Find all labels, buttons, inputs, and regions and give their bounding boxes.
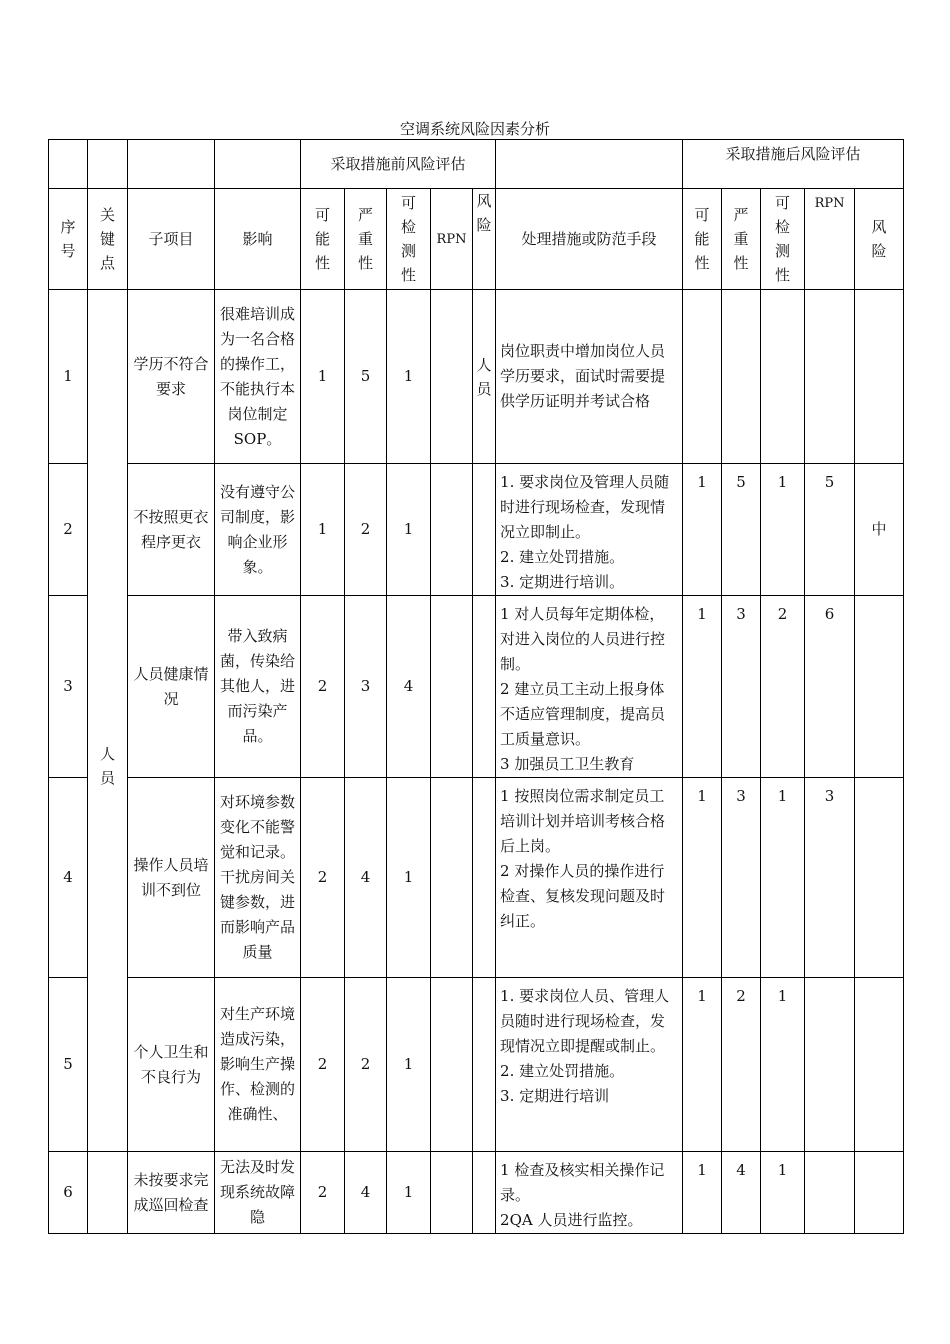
possibility-cell: 2 [301, 1152, 345, 1234]
after-risk-cell [855, 290, 904, 464]
rpn-cell [431, 464, 473, 596]
after-risk-cell [855, 1152, 904, 1234]
measures-cell [496, 596, 683, 778]
after-possibility-cell: 1 [683, 596, 722, 778]
row-no: 2 [49, 464, 88, 596]
group-header-row [49, 140, 904, 189]
measure-line: 2. 建立处罚措施。 [500, 548, 625, 566]
measure-line: 2QA 人员进行监控。 [500, 1211, 643, 1229]
header-key-point: 关键点 [100, 206, 116, 272]
after-possibility-cell: 1 [683, 1152, 722, 1234]
measure-line: 1 检查及核实相关操作记录。 [500, 1161, 665, 1204]
sub-item-cell: 学历不符合要求 [128, 290, 215, 464]
measure-line: 3 加强员工卫生教育 [500, 755, 635, 773]
severity-cell: 3 [345, 596, 387, 778]
after-detectability-cell: 1 [761, 1152, 805, 1234]
after-detectability-cell: 1 [761, 778, 805, 978]
table-row [49, 290, 904, 464]
impact-cell: 无法及时发现系统故障隐 [215, 1152, 301, 1234]
header-after-rpn: RPN [805, 189, 855, 290]
after-severity-cell: 3 [722, 596, 761, 778]
table-row [49, 596, 904, 778]
measure-line: 1 按照岗位需求制定员工培训计划并培训考核合格后上岗。 [500, 787, 666, 855]
key-point-empty [88, 1152, 128, 1234]
severity-cell: 2 [345, 464, 387, 596]
header-no: 序号 [60, 218, 76, 260]
table-row [49, 464, 904, 596]
sub-item-cell: 操作人员培训不到位 [128, 778, 215, 978]
sub-item-cell: 不按照更衣程序更衣 [128, 464, 215, 596]
detectability-cell: 1 [387, 978, 431, 1152]
header-detectability: 可检测性 [401, 194, 417, 284]
table-row [49, 978, 904, 1152]
header-risk: 风险 [476, 192, 492, 234]
possibility-cell: 2 [301, 978, 345, 1152]
measure-line: 2. 建立处罚措施。 [500, 1062, 625, 1080]
detectability-cell: 4 [387, 596, 431, 778]
after-rpn-cell [805, 290, 855, 464]
table-row [49, 1152, 904, 1234]
after-rpn-cell [805, 1152, 855, 1234]
after-detectability-cell [761, 290, 805, 464]
detectability-cell: 1 [387, 290, 431, 464]
detectability-cell: 1 [387, 1152, 431, 1234]
after-risk-cell [855, 978, 904, 1152]
impact-cell: 没有遵守公司制度，影响企业形象。 [215, 464, 301, 596]
after-detectability-cell: 2 [761, 596, 805, 778]
measures-cell [496, 464, 683, 596]
measures-cell [496, 778, 683, 978]
after-severity-cell: 3 [722, 778, 761, 978]
impact-cell: 对生产环境造成污染，影响生产操作、检测的准确性、 [215, 978, 301, 1152]
after-severity-cell: 2 [722, 978, 761, 1152]
measure-line: 1 对人员每年定期体检，对进入岗位的人员进行控制。 [500, 605, 666, 673]
header-after-risk: 风险 [871, 218, 887, 260]
measure-line: 2 建立员工主动上报身体不适应管理制度，提高员工质量意识。 [500, 680, 666, 748]
sub-item-cell: 个人卫生和不良行为 [128, 978, 215, 1152]
severity-cell: 5 [345, 290, 387, 464]
measure-line: 3. 定期进行培训 [500, 1087, 610, 1105]
impact-cell: 带入致病菌，传染给其他人，进而污染产品。 [215, 596, 301, 778]
measures-cell [496, 1152, 683, 1234]
possibility-cell: 2 [301, 596, 345, 778]
after-possibility-cell: 1 [683, 978, 722, 1152]
after-rpn-cell: 3 [805, 778, 855, 978]
rpn-cell [431, 978, 473, 1152]
possibility-cell: 1 [301, 290, 345, 464]
after-risk-cell [855, 778, 904, 978]
severity-cell: 2 [345, 978, 387, 1152]
measure-line: 1. 要求岗位人员、管理人员随时进行现场检查，发现情况立即提醒或制止。 [500, 987, 670, 1055]
after-severity-cell [722, 290, 761, 464]
after-detectability-cell: 1 [761, 978, 805, 1152]
page-title: 空调系统风险因素分析 [399, 120, 550, 138]
rpn-cell [431, 596, 473, 778]
measure-line: 1. 要求岗位及管理人员随时进行现场检查，发现情况立即制止。 [500, 473, 670, 541]
detectability-cell: 1 [387, 464, 431, 596]
rpn-cell [431, 290, 473, 464]
rpn-cell [431, 1152, 473, 1234]
measures-cell [496, 978, 683, 1152]
sub-item-cell: 人员健康情况 [128, 596, 215, 778]
measures-cell [496, 290, 683, 464]
after-detectability-cell: 1 [761, 464, 805, 596]
risk-cell: 人员 [476, 355, 492, 398]
after-risk-cell: 中 [855, 464, 904, 596]
header-measures: 处理措施或防范手段 [496, 189, 683, 290]
after-rpn-cell: 5 [805, 464, 855, 596]
row-no: 3 [49, 596, 88, 778]
after-rpn-cell: 6 [805, 596, 855, 778]
sub-item-cell: 未按要求完成巡回检查 [128, 1152, 215, 1234]
after-severity-cell: 4 [722, 1152, 761, 1234]
measure-line: 岗位职责中增加岗位人员学历要求，面试时需要提供学历证明并考试合格 [500, 342, 666, 410]
impact-cell: 对环境参数变化不能警觉和记录。干扰房间关键参数，进而影响产品质量 [215, 778, 301, 978]
possibility-cell: 2 [301, 778, 345, 978]
header-after-possibility: 可能性 [694, 206, 710, 272]
row-no: 6 [49, 1152, 88, 1234]
severity-cell: 4 [345, 1152, 387, 1234]
header-severity: 严重性 [358, 206, 374, 272]
after-possibility-cell [683, 290, 722, 464]
header-sub-item: 子项目 [128, 189, 215, 290]
after-header: 采取措施后风险评估 [683, 140, 904, 189]
row-no: 4 [49, 778, 88, 978]
before-header: 采取措施前风险评估 [301, 140, 496, 189]
rpn-cell [431, 778, 473, 978]
measure-line: 2 对操作人员的操作进行检查、复核发现问题及时纠正。 [500, 862, 666, 930]
column-header-row [49, 189, 904, 290]
after-risk-cell [855, 596, 904, 778]
key-point-cell: 人员 [100, 744, 116, 787]
header-after-severity: 严重性 [733, 206, 749, 272]
measure-line: 3. 定期进行培训。 [500, 573, 625, 591]
after-possibility-cell: 1 [683, 464, 722, 596]
after-possibility-cell: 1 [683, 778, 722, 978]
detectability-cell: 1 [387, 778, 431, 978]
header-impact: 影响 [215, 189, 301, 290]
row-no: 1 [49, 290, 88, 464]
impact-cell: 很难培训成为一名合格的操作工，不能执行本岗位制定SOP。 [215, 290, 301, 464]
after-rpn-cell [805, 978, 855, 1152]
header-rpn: RPN [431, 189, 473, 290]
risk-analysis-table [48, 139, 904, 1234]
header-possibility: 可能性 [315, 206, 331, 272]
after-severity-cell: 5 [722, 464, 761, 596]
severity-cell: 4 [345, 778, 387, 978]
possibility-cell: 1 [301, 464, 345, 596]
table-row [49, 778, 904, 978]
header-after-detectability: 可检测性 [775, 194, 791, 284]
row-no: 5 [49, 978, 88, 1152]
